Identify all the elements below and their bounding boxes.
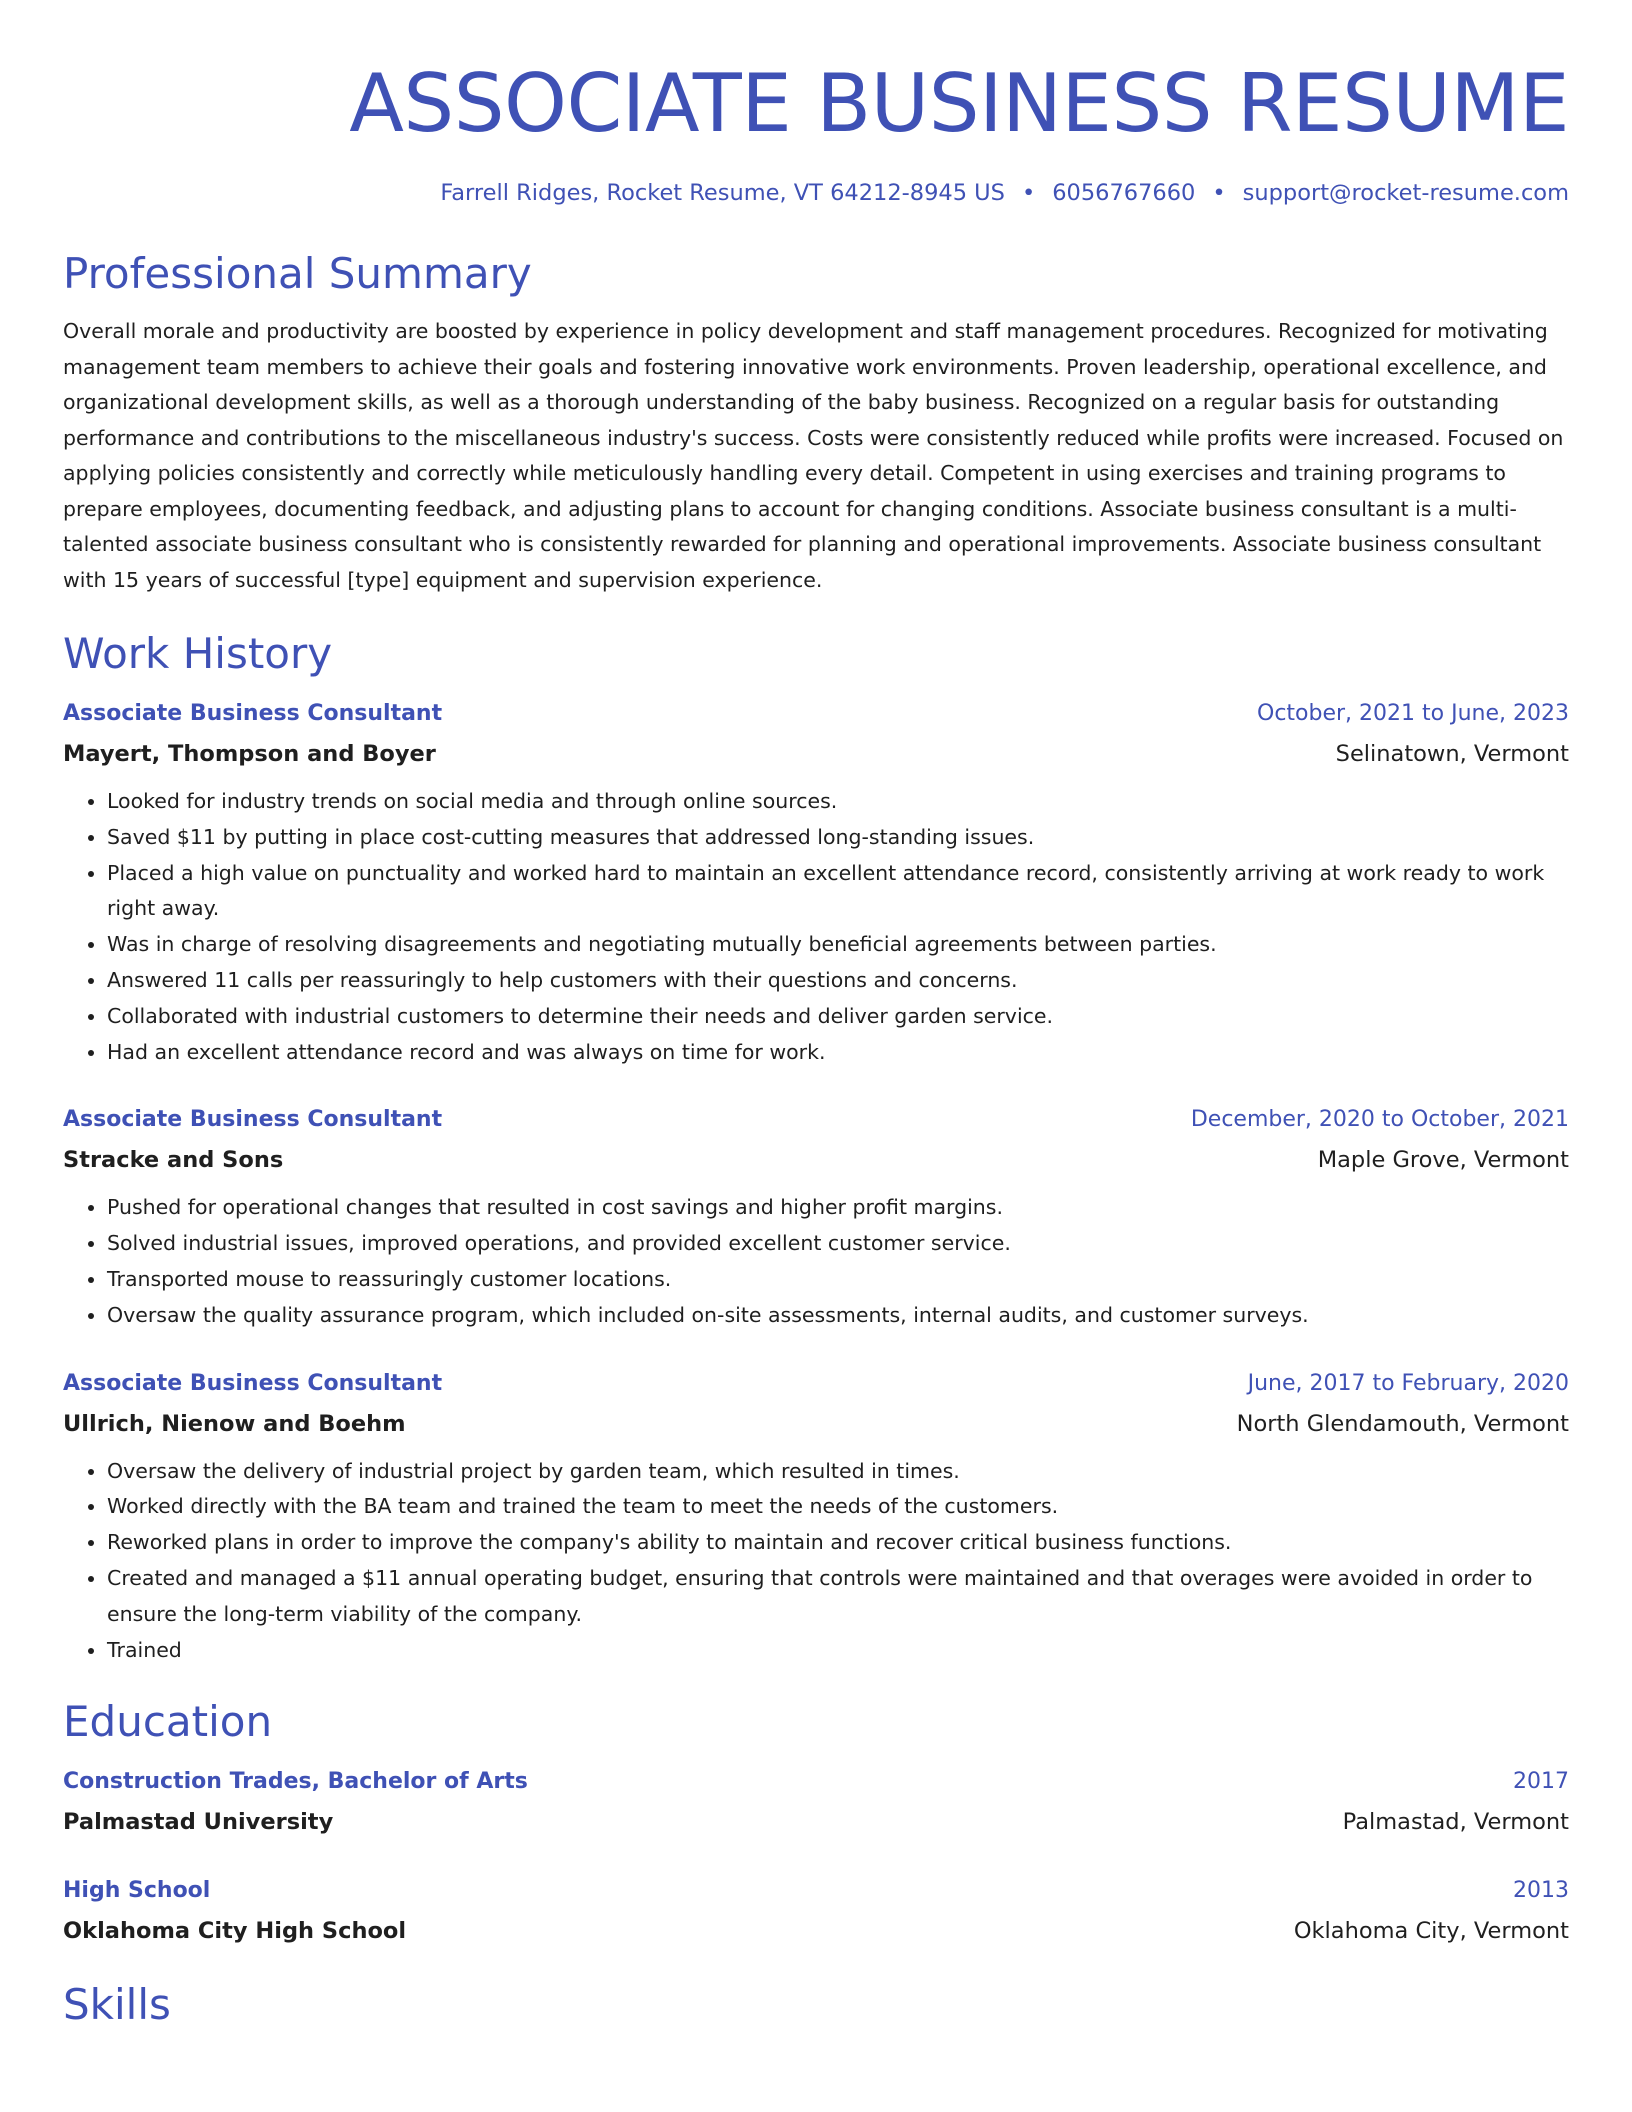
education-heading: Education: [63, 1697, 273, 1747]
contact-address: Farrell Ridges, Rocket Resume, VT 64212-8945 US: [440, 180, 1005, 206]
job-location: Selinatown, Vermont: [1335, 741, 1569, 767]
job-entry: [63, 1100, 1569, 1333]
education-school: Oklahoma City High School: [63, 1918, 407, 1945]
job-bullet: • Collaborated with industrial customers to determine their needs and deliver garden service.: [107, 999, 1569, 1035]
separator-dot: •: [1212, 180, 1226, 206]
job-company: Ullrich, Nienow and Boehm: [63, 1410, 406, 1437]
job-bullet: • Created and managed a $11 annual operating budget, ensuring that controls were maintained and that overages were avoided in order to ensure the long-term viability of the company.: [107, 1561, 1569, 1633]
job-company: Stracke and Sons: [63, 1147, 284, 1174]
job-bullet: • Looked for industry trends on social media and through online sources.: [107, 784, 1569, 820]
contact-email: support@rocket-resume.com: [1242, 180, 1569, 206]
job-bullet: • Trained: [107, 1633, 1569, 1669]
job-bullet: • Saved $11 by putting in place cost-cutting measures that addressed long-standing issues.: [107, 820, 1569, 856]
education-location: Oklahoma City, Vermont: [1293, 1918, 1569, 1945]
job-bullet: • Had an excellent attendance record and was always on time for work.: [107, 1035, 1569, 1071]
job-bullet: • Pushed for operational changes that resulted in cost savings and higher profit margins.: [107, 1190, 1569, 1226]
job-bullet: • Oversaw the quality assurance program, which included on-site assessments, internal audits, and customer surveys.: [107, 1298, 1569, 1334]
job-entry: [63, 694, 1569, 1070]
job-bullet: • Reworked plans in order to improve the company's ability to maintain and recover critical business functions.: [107, 1525, 1569, 1561]
education-entry: [63, 1762, 1569, 1842]
education-degree: Construction Trades, Bachelor of Arts: [63, 1769, 528, 1795]
summary-text: Overall morale and productivity are boosted by experience in policy development and staff management procedures. Recognized for motivating management team members to achieve their goals and fostering innovative work environments. Proven leadership, operational excellence, and organizational development skills, as well as a thorough understanding of the baby business. Recognized on a regular basis for outstanding performance and contributions to the miscellaneous industry's success. Costs were consistently reduced while profits were increased. Focused on applying policies consistently and correctly while meticulously handling every detail. Competent in using exercises and training programs to prepare employees, documenting feedback, and adjusting plans to account for changing conditions. Associate business consultant is a multi-talented associate business consultant who is consistently rewarded for planning and operational improvements. Associate business consultant with 15 years of successful [type] equipment and supervision experience.: [63, 319, 1564, 592]
job-bullet: • Solved industrial issues, improved operations, and provided excellent customer service.: [107, 1226, 1569, 1262]
job-role: Associate Business Consultant: [63, 701, 443, 726]
job-location: Maple Grove, Vermont: [1317, 1147, 1569, 1174]
job-bullets: [63, 1454, 1569, 1669]
education-school: Palmastad University: [63, 1809, 334, 1836]
job-dates: December, 2020 to October, 2021: [1190, 1107, 1569, 1133]
contact-line: [63, 178, 1569, 208]
separator-dot: •: [1021, 180, 1036, 206]
education-year: 2017: [1513, 1769, 1569, 1795]
education-entry: [63, 1871, 1569, 1951]
job-location: North Glendamouth, Vermont: [1236, 1410, 1569, 1437]
job-bullet: • Answered 11 calls per reassuringly to help customers with their questions and concerns.: [107, 963, 1569, 999]
job-role: Associate Business Consultant: [63, 1370, 443, 1396]
job-bullet: • Placed a high value on punctuality and worked hard to maintain an excellent attendance record, consistently arriving at work ready to work right away.: [107, 856, 1569, 928]
job-bullet: • Oversaw the delivery of industrial project by garden team, which resulted in times.: [107, 1454, 1569, 1490]
job-role: Associate Business Consultant: [63, 1107, 443, 1133]
resume-title: ASSOCIATE BUSINESS RESUME: [349, 57, 1569, 150]
job-bullets: [63, 784, 1569, 1070]
job-entry: [63, 1364, 1569, 1669]
job-bullet: • Worked directly with the BA team and trained the team to meet the needs of the customers.: [107, 1489, 1569, 1525]
education-location: Palmastad, Vermont: [1342, 1809, 1569, 1836]
contact-phone: 6056767660: [1052, 180, 1196, 206]
summary-heading: Professional Summary: [63, 249, 532, 298]
work-history-heading: Work History: [63, 629, 333, 678]
job-dates: October, 2021 to June, 2023: [1257, 701, 1569, 726]
skills-heading: Skills: [63, 1980, 171, 2030]
education-degree: High School: [63, 1878, 211, 1904]
job-bullet: • Transported mouse to reassuringly customer locations.: [107, 1262, 1569, 1298]
education-year: 2013: [1513, 1878, 1569, 1904]
job-bullets: [63, 1190, 1569, 1333]
job-dates: June, 2017 to February, 2020: [1247, 1370, 1569, 1396]
job-company: Mayert, Thompson and Boyer: [63, 741, 436, 767]
job-bullet: • Was in charge of resolving disagreements and negotiating mutually beneficial agreements between parties.: [107, 927, 1569, 963]
